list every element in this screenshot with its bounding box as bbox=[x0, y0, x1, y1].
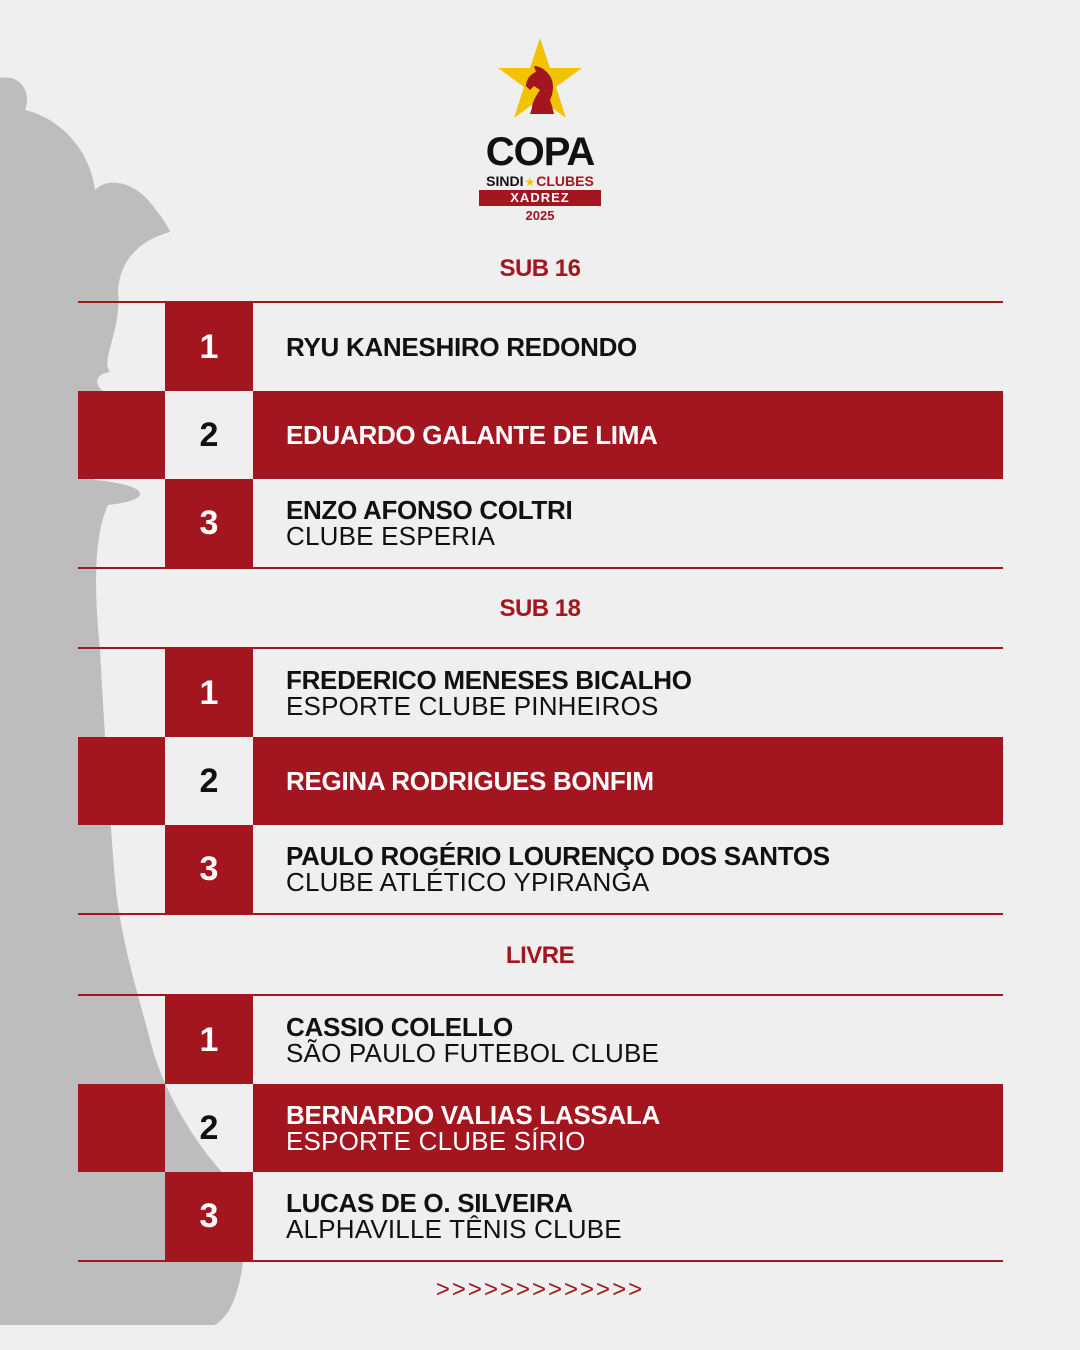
divider bbox=[78, 913, 1003, 915]
rank-number: 3 bbox=[165, 479, 253, 567]
ranking-row bbox=[78, 737, 1003, 825]
logo-subtitle bbox=[440, 172, 640, 191]
star-knight-icon bbox=[496, 36, 584, 124]
player-name: EDUARDO GALANTE DE LIMA bbox=[286, 420, 658, 450]
club-name: ESPORTE CLUBE PINHEIROS bbox=[286, 691, 659, 721]
section-title-livre: LIVRE bbox=[505, 942, 575, 969]
logo-title: COPA bbox=[485, 130, 595, 174]
rank-number: 3 bbox=[165, 825, 253, 913]
logo-sindi: SINDI bbox=[486, 173, 524, 189]
rank-number: 2 bbox=[199, 761, 219, 800]
rank-number: 3 bbox=[165, 1172, 253, 1260]
club-name: CLUBE ATLÉTICO YPIRANGA bbox=[286, 867, 650, 897]
player-name: PAULO ROGÉRIO LOURENÇO DOS SANTOS bbox=[286, 841, 830, 871]
logo-modality: XADREZ bbox=[479, 190, 601, 206]
club-name: CLUBE ESPERIA bbox=[286, 521, 496, 551]
player-name: CASSIO COLELLO bbox=[286, 1012, 513, 1042]
small-star-icon: ★ bbox=[524, 175, 536, 189]
club-name: ALPHAVILLE TÊNIS CLUBE bbox=[286, 1214, 622, 1244]
divider bbox=[78, 567, 1003, 569]
footer-arrows: >>>>>>>>>>>>> bbox=[435, 1276, 645, 1303]
rank-number: 2 bbox=[199, 415, 219, 454]
player-name: LUCAS DE O. SILVEIRA bbox=[286, 1188, 573, 1218]
ranking-row bbox=[78, 649, 1003, 737]
logo-clubes: CLUBES bbox=[536, 173, 594, 189]
rank-number: 1 bbox=[165, 649, 253, 737]
ranking-row bbox=[78, 825, 1003, 913]
ranking-row bbox=[78, 1084, 1003, 1172]
rank-number: 2 bbox=[199, 1108, 219, 1147]
ranking-row bbox=[78, 996, 1003, 1084]
rank-number: 1 bbox=[165, 303, 253, 391]
player-name: FREDERICO MENESES BICALHO bbox=[286, 665, 692, 695]
ranking-row bbox=[78, 303, 1003, 391]
divider bbox=[78, 1260, 1003, 1262]
ranking-row bbox=[78, 479, 1003, 567]
logo-year: 2025 bbox=[525, 208, 555, 223]
player-name: RYU KANESHIRO REDONDO bbox=[286, 332, 637, 362]
section-title-sub16: SUB 16 bbox=[499, 255, 581, 282]
club-name: ESPORTE CLUBE SÍRIO bbox=[286, 1126, 586, 1156]
section-title-sub18: SUB 18 bbox=[499, 595, 581, 622]
player-name: REGINA RODRIGUES BONFIM bbox=[286, 766, 654, 796]
ranking-row bbox=[78, 391, 1003, 479]
player-name: ENZO AFONSO COLTRI bbox=[286, 495, 573, 525]
player-name: BERNARDO VALIAS LASSALA bbox=[286, 1100, 660, 1130]
club-name: SÃO PAULO FUTEBOL CLUBE bbox=[286, 1038, 660, 1068]
ranking-row bbox=[78, 1172, 1003, 1260]
copa-logo bbox=[440, 36, 640, 236]
rank-number: 1 bbox=[165, 996, 253, 1084]
